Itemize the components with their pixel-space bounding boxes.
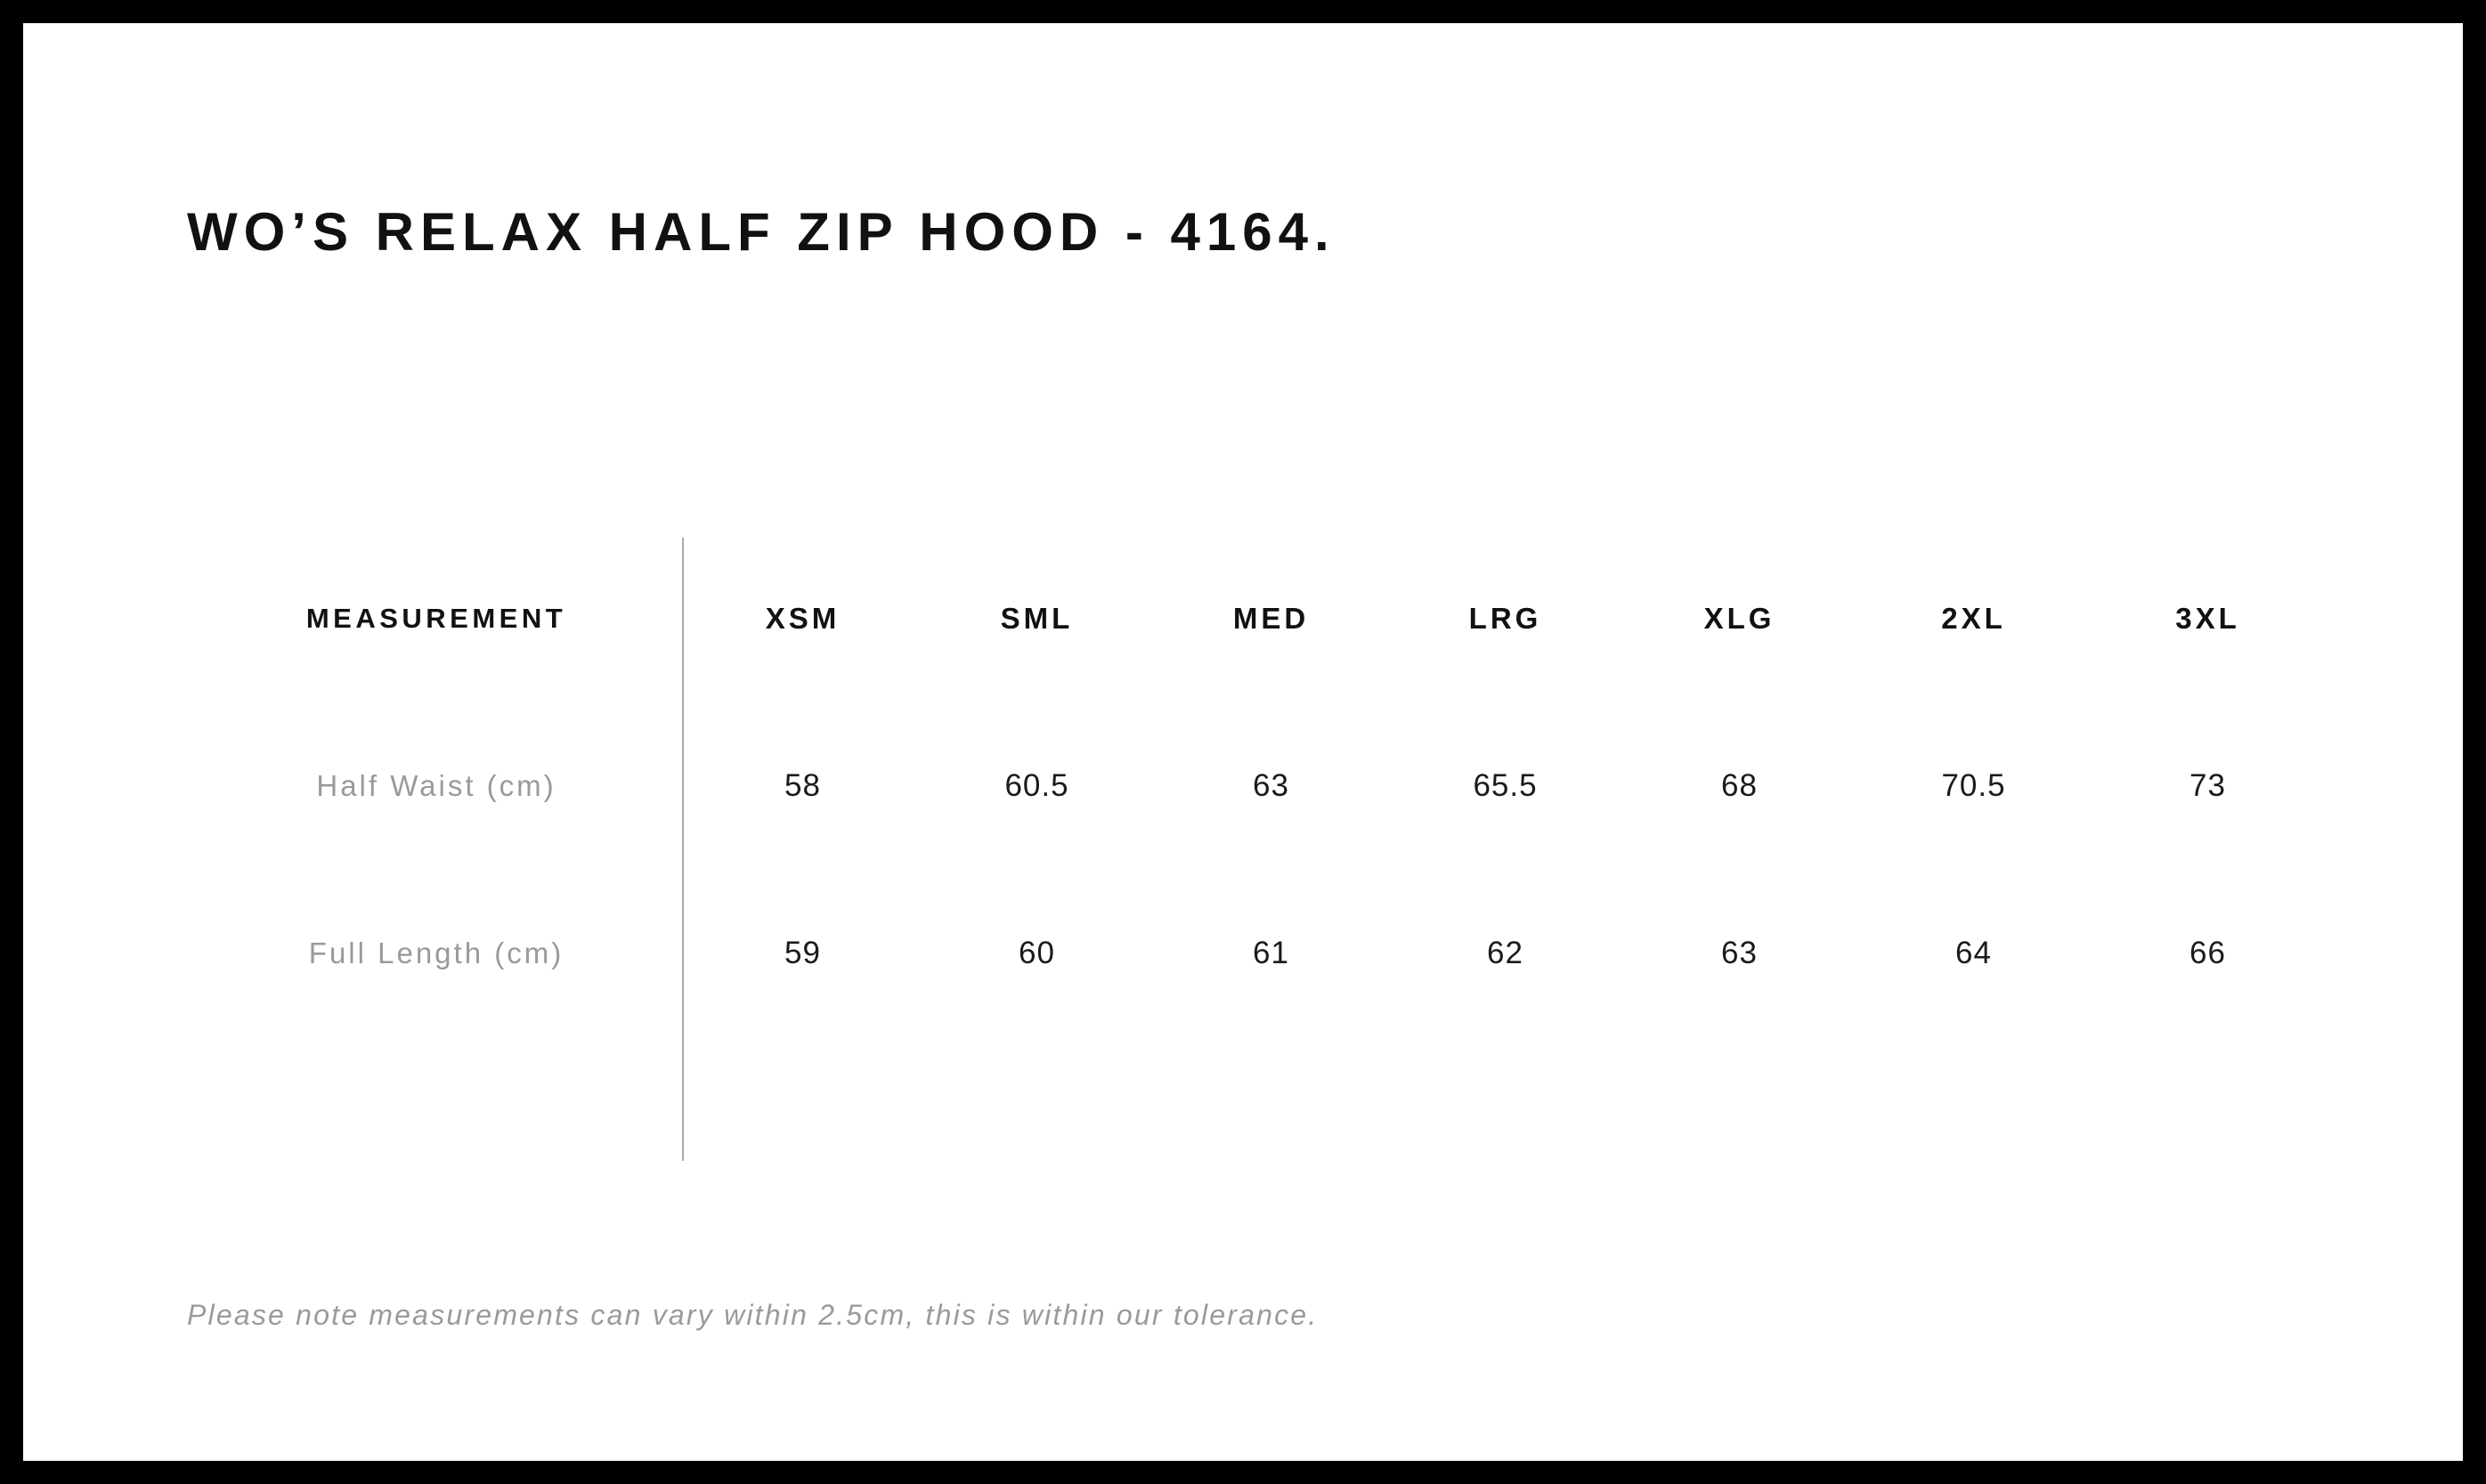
column-header-sml: SML [1000, 602, 1074, 635]
column-header-xlg: XLG [1703, 602, 1775, 635]
cell-full-length-lrg: 62 [1487, 936, 1523, 970]
cell-full-length-xlg: 63 [1721, 936, 1758, 970]
cell-half-waist-3xl: 73 [2189, 768, 2226, 803]
cell-half-waist-lrg: 65.5 [1473, 768, 1538, 803]
page-title: WO’S RELAX HALF ZIP HOOD - 4164. [187, 202, 1336, 262]
cell-full-length-2xl: 64 [1955, 936, 1992, 970]
cell-half-waist-xlg: 68 [1721, 768, 1758, 803]
column-header-xsm: XSM [765, 602, 841, 635]
row-label-half-waist: Half Waist (cm) [316, 769, 557, 802]
tolerance-note: Please note measurements can vary within 2.5cm, this is within our tolerance. [187, 1299, 1319, 1331]
table-row [187, 870, 2325, 1037]
cell-half-waist-xsm: 58 [784, 768, 821, 803]
size-table-container [187, 535, 2324, 1037]
column-header-lrg: LRG [1468, 602, 1542, 635]
cell-half-waist-sml: 60.5 [1004, 768, 1069, 803]
cell-full-length-sml: 60 [1019, 936, 1055, 970]
column-header-2xl: 2XL [1941, 602, 2006, 635]
cell-full-length-3xl: 66 [2189, 936, 2226, 970]
cell-full-length-med: 61 [1253, 936, 1289, 970]
cell-half-waist-2xl: 70.5 [1941, 768, 2006, 803]
cell-half-waist-med: 63 [1253, 768, 1289, 803]
row-label-full-length: Full Length (cm) [308, 937, 565, 969]
size-chart-sheet [23, 23, 2463, 1461]
size-table [187, 535, 2325, 1037]
column-header-med: MED [1232, 602, 1310, 635]
column-header-measurement: MEASUREMENT [305, 603, 567, 634]
column-header-3xl: 3XL [2175, 602, 2240, 635]
table-row [187, 702, 2325, 870]
table-header-row [187, 535, 2325, 702]
cell-full-length-xsm: 59 [784, 936, 821, 970]
